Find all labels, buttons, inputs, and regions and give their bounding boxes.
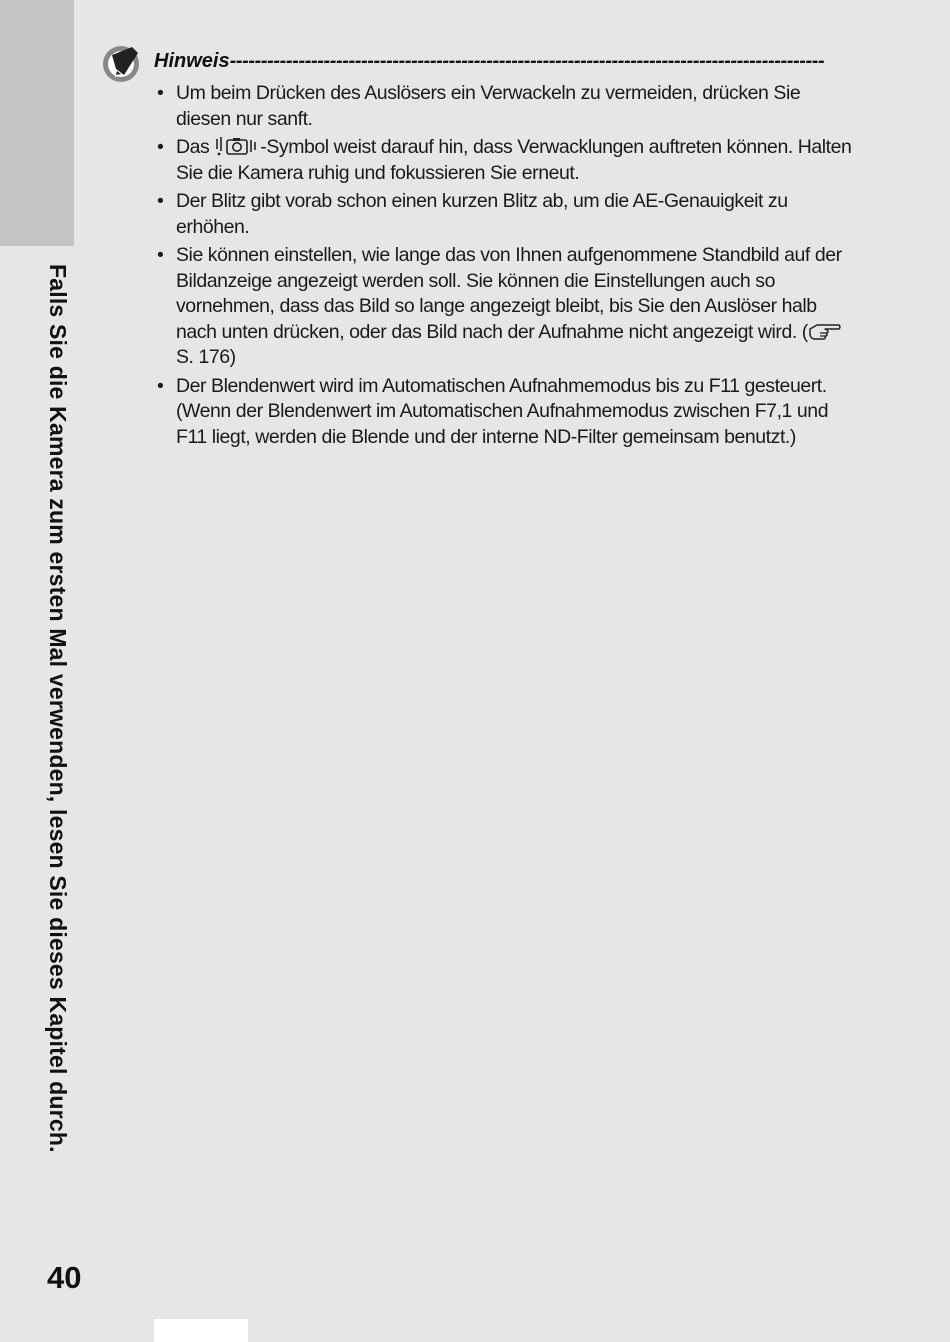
bullet: • [157,244,164,266]
list-item-text: Der Blitz gibt vorab schon einen kurzen Blitz ab, um die AE-Genauigkeit zu erhöhen. [176,190,788,238]
bullet: • [157,374,164,397]
note-list [157,81,857,453]
bullet: • [157,190,164,212]
list-item [157,243,857,371]
list-item [157,135,857,186]
page-bottom-mark [154,1319,248,1342]
note-heading [154,50,854,73]
list-item-text-after: S. 176) [176,346,236,368]
list-item [157,189,857,240]
note-pencil-icon [101,42,143,84]
page-number: 40 [47,1260,82,1295]
chapter-tab [0,0,74,246]
note-heading-label: Hinweis [154,50,230,72]
chapter-title: Falls Sie die Kamera zum ersten Mal verwenden, lesen Sie dieses Kapitel durch. [45,264,71,1153]
list-item-text-before: Das [176,136,215,158]
list-item-text: Um beim Drücken des Auslösers ein Verwackeln zu vermeiden, drücken Sie diesen nur sanft. [176,82,801,130]
camera-shake-icon [214,136,260,156]
pointing-hand-icon [808,321,842,341]
bullet: • [157,136,164,158]
list-item-text: Der Blendenwert wird im Automatischen Aufnahmemodus bis zu F11 gesteuert. (Wenn der Blendenwert im Automatischen Aufnahmemodus zwischen F7,1 und F11 liegt, werden die Blende und der interne ND-Filter gemeinsam benutzt.) [176,374,829,448]
list-item [157,81,857,132]
list-item [157,374,857,451]
bullet: • [157,82,164,104]
list-item-text-before: Sie können einstellen, wie lange das von Ihnen aufgenommene Standbild auf der Bildanzeige angezeigt werden soll. Sie können die Einstellungen auch so vornehmen, dass das Bild so lange angezeigt bleibt, bis Sie den Auslöser halb nach unten drücken, oder das Bild nach der Aufnahme nicht angezeigt wird. ( [176,244,842,343]
note-heading-rule: ----------------------------------------------------------------------------------------------- [229,50,825,72]
list-item-text-after: -Symbol weist darauf hin, dass Verwacklungen auftreten können. Halten Sie die Kamera ruhig und fokussieren Sie erneut. [176,136,852,184]
